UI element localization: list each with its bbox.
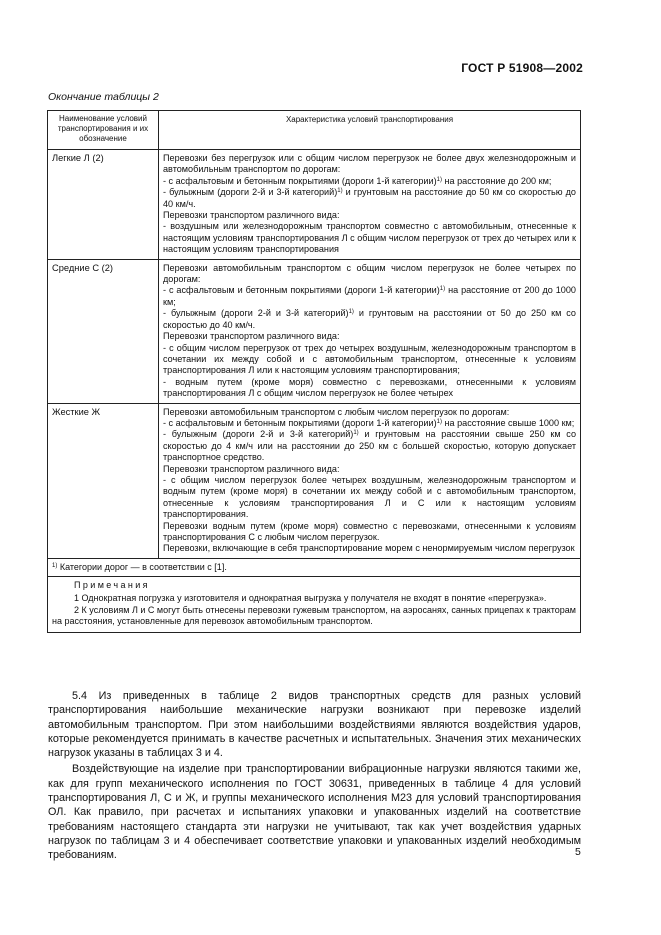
footnote-text: Категории дорог — в соответствии с [1]. <box>57 561 227 572</box>
table-row <box>48 150 581 260</box>
description-line <box>163 475 576 521</box>
standard-code: ГОСТ Р 51908—2002 <box>461 61 583 75</box>
line-text-rest: на расстояние от 200 до 1000 км; <box>163 285 576 307</box>
description-line <box>163 176 576 187</box>
line-text: Перевозки без перегрузок или с общим числом перегрузок не более двух железнодорожным и автомобильным транспортом по дорогам: <box>163 153 576 175</box>
footnote-row <box>48 558 581 576</box>
line-text-rest: и грунтовым на расстоянии от 50 до 250 км со скоростью до 40 км/ч. <box>163 308 576 330</box>
description-line <box>163 377 576 400</box>
line-text: Перевозки транспортом различного вида: <box>163 331 340 342</box>
line-text: Перевозки транспортом различного вида: <box>163 463 340 474</box>
footnote-ref: 1) <box>436 418 442 425</box>
condition-description <box>159 150 581 260</box>
line-text: Перевозки, включающие в себя транспортирование морем с ненормируемым числом перегрузок <box>163 543 575 554</box>
note-item: 2 К условиям Л и С могут быть отнесены перевозки гужевым транспортом, на аэросанях, санных прицепах к тракторам на расстояния, установленные для перевозок автомобильным транспортом. <box>52 605 576 627</box>
description-line <box>163 263 576 286</box>
body-text <box>48 689 581 865</box>
description-line <box>163 285 576 308</box>
description-line <box>163 331 576 342</box>
description-line <box>163 464 576 475</box>
line-text: - с общим числом перегрузок от трех до четырех воздушным, железнодорожным транспортом в сочетании их между собой и с автомобильным транспортом, отнесенные к условиям транспортирования Л или к настоящим условиям транспортирования; <box>163 342 576 376</box>
description-line <box>163 308 576 331</box>
footnote-ref: 1) <box>337 188 343 195</box>
footnote <box>48 558 581 576</box>
column-header-characteristic: Характеристика условий транспортирования <box>159 111 581 150</box>
line-text: Перевозки водным путем (кроме моря) совместно с перевозками, отнесенными к условиям транспортирования С с любым числом перегрузок. <box>163 520 576 542</box>
condition-name: Легкие Л (2) <box>48 150 159 260</box>
line-text: - булыжным (дороги 2-й и 3-й категорий) <box>163 187 338 198</box>
paragraph: Воздействующие на изделие при транспортировании вибрационные нагрузки являются такими же, как для групп механического исполнения по ГОСТ 30631, приведенных в таблице 4 для условий транспортирования Л, С и Ж, и группы механического исполнения М23 для условий транспортирования ОЛ. Как правило, при расчетах и испытаниях упаковки и упакованных изделий на соответствие требованиям настоящего стандарта эти нагрузки не учитывают, так как учет воздействия ударных нагрузок по таблицам 3 и 4 обеспечивает соответствие упаковки и упакованных изделий необходимым требованиям. <box>48 763 581 862</box>
line-text: Перевозки транспортом различного вида: <box>163 210 340 221</box>
description-line <box>163 521 576 544</box>
description-line <box>163 153 576 176</box>
description-line <box>163 210 576 221</box>
paragraph: 5.4 Из приведенных в таблице 2 видов транспортных средств для разных условий транспортирования наибольшие механические нагрузки возникают при перевозке изделий автомобильным транспортом. При этом наибольшими воздействиями являются воздействия ударов, которые рекомендуется принимать в качестве расчетных и испытательных. Значения этих механических нагрузок указаны в таблицах 3 и 4. <box>48 690 581 760</box>
table-header-row <box>48 111 581 150</box>
line-text-rest: на расстояние свыше 1000 км; <box>441 417 575 428</box>
description-line <box>163 543 576 554</box>
notes-row <box>48 577 581 633</box>
table-row <box>48 259 581 403</box>
line-text: - водным путем (кроме моря) совместно с перевозками, отнесенными к условиям транспортирования Л с общим числом перегрузок не более четырех <box>163 376 576 399</box>
line-text: - воздушным или железнодорожным транспортом совместно с автомобильным, отнесенные к настоящим условиям транспортирования Л с общим числом перегрузок от трех до четырех или к настоящим условиям транспортирования <box>163 221 576 255</box>
line-text: Перевозки автомобильным транспортом с общим числом перегрузок не более четырех по дорогам: <box>163 262 576 285</box>
condition-name: Жесткие Ж <box>48 403 159 558</box>
column-header-condition: Наименование условий транспортирования и их обозначение <box>48 111 159 150</box>
page-number: 5 <box>575 846 581 858</box>
table-row <box>48 403 581 558</box>
description-line <box>163 429 576 463</box>
description-line <box>163 407 576 418</box>
description-line <box>163 221 576 255</box>
line-text: - с асфальтовым и бетонным покрытиями (дороги 1-й категории) <box>163 417 437 428</box>
line-text-rest: на расстояние до 200 км; <box>441 175 552 186</box>
condition-description <box>159 259 581 403</box>
line-text: - булыжным (дороги 2-й и 3-й категорий) <box>163 308 349 319</box>
line-text: - с асфальтовым и бетонным покрытиями (дороги 1-й категории) <box>163 175 437 186</box>
description-line <box>163 343 576 377</box>
footnote-ref: 1) <box>348 309 354 316</box>
condition-name: Средние С (2) <box>48 259 159 403</box>
line-text: - булыжным (дороги 2-й и 3-й категорий) <box>163 429 354 440</box>
line-text: - с общим числом перегрузок более четырех воздушным, железнодорожным транспортом и водным путем (кроме моря) в сочетании их между собой и с автомобильным транспортом, отнесенные к условиям транспортирования Л и С или к настоящим условиям транспортирования. <box>163 474 576 520</box>
footnote-ref: 1) <box>439 286 446 293</box>
notes-title: Примечания <box>74 580 150 591</box>
line-text: Перевозки автомобильным транспортом с любым числом перегрузок по дорогам: <box>163 406 510 417</box>
footnote-marker: 1) <box>52 562 58 569</box>
description-line <box>163 418 576 429</box>
line-text-rest: и грунтовым на расстоянии свыше 250 км со скоростью до 4 км/ч или на расстоянии до 250 км с большей скоростью, которую допускает транспортное средство. <box>163 429 577 463</box>
transport-conditions-table <box>47 110 581 633</box>
table-caption: Окончание таблицы 2 <box>48 91 159 103</box>
note-item: 1 Однократная погрузка у изготовителя и однократная выгрузка у получателя не входят в понятие «перегрузка». <box>74 592 547 603</box>
footnote-ref: 1) <box>436 176 442 183</box>
condition-description <box>159 403 581 558</box>
notes <box>48 577 581 633</box>
description-line <box>163 187 576 210</box>
line-text-rest: и грунтовым на расстояние до 50 км со скоростью до 40 км/ч. <box>163 187 576 209</box>
line-text: - с асфальтовым и бетонным покрытиями (дороги 1-й категории) <box>163 285 440 296</box>
footnote-ref: 1) <box>353 430 359 437</box>
